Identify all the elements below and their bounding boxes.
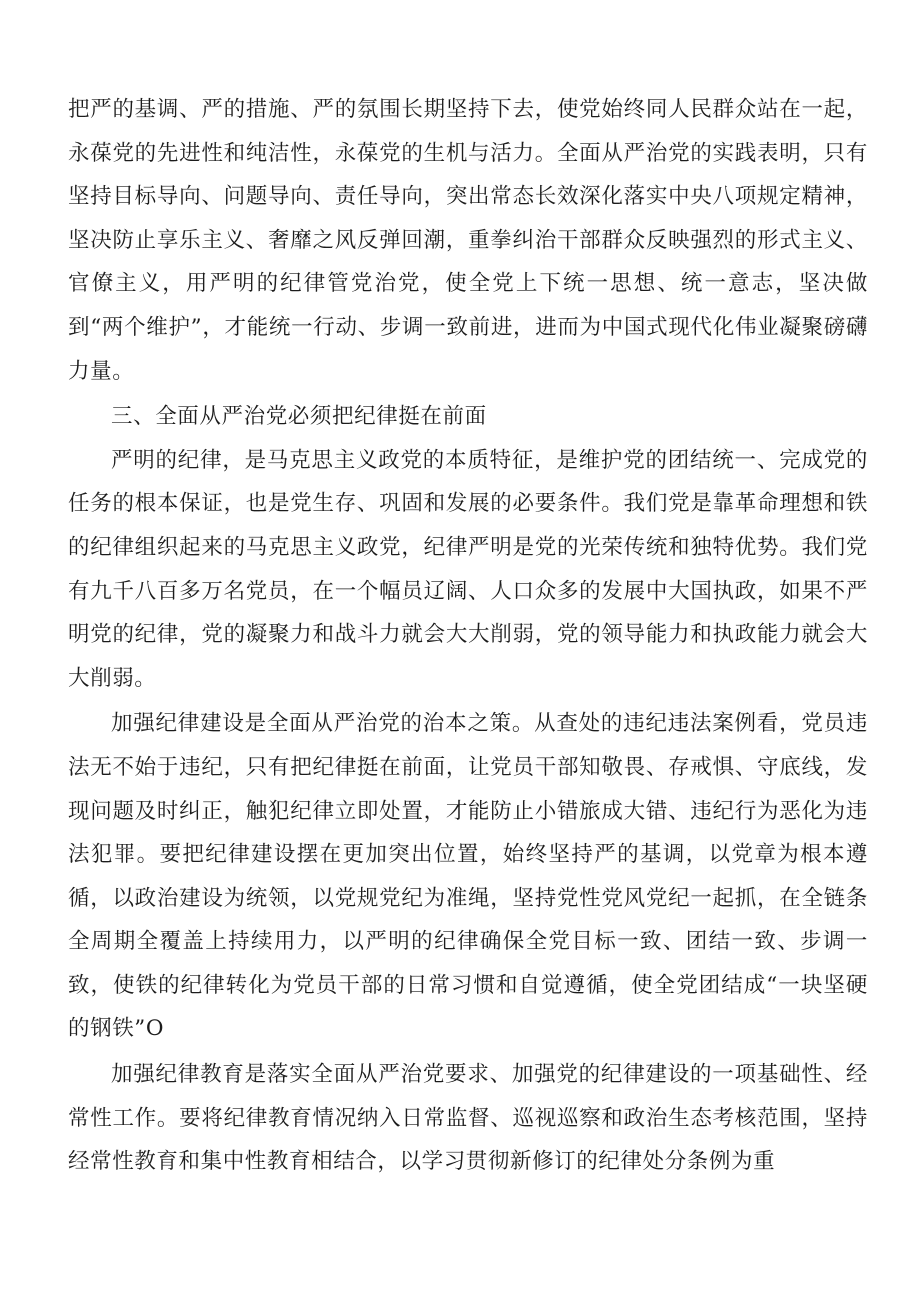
paragraph-discipline-education: 加强纪律教育是落实全面从严治党要求、加强党的纪律建设的一项基础性、经常性工作。要将纪律教育情况纳入日常监督、巡视巡察和政治生态考核范围，坚持经常性教育和集中性教育相结合，以学习贯彻新修订的纪律处分条例为重	[68, 1062, 868, 1175]
paragraph-discipline-essence: 严明的纪律，是马克思主义政党的本质特征，是维护党的团结统一、完成党的任务的根本保证，也是党生存、巩固和发展的必要条件。我们党是靠革命理想和铁的纪律组织起来的马克思主义政党，纪律严明是党的光荣传统和独特优势。我们党有九千八百多万名党员，在一个幅员辽阔、人口众多的发展中大国执政，如果不严明党的纪律，党的凝聚力和战斗力就会大大削弱，党的领导能力和执政能力就会大大削弱。	[68, 447, 868, 691]
paragraph-discipline-building: 加强纪律建设是全面从严治党的治本之策。从查处的违纪违法案例看，党员违法无不始于违纪，只有把纪律挺在前面，让党员干部知敬畏、存戒惧、守底线，发现问题及时纠正，触犯纪律立即处置，才能防止小错旅成大错、违纪行为恶化为违法犯罪。要把纪律建设摆在更加突出位置，始终坚持严的基调，以党章为根本遵循，以政治建设为统领，以党规党纪为准绳，坚持党性党风党纪一起抓，在全链条全周期全覆盖上持续用力，以严明的纪律确保全党目标一致、团结一致、步调一致，使铁的纪律转化为党员干部的日常习惯和自觉遵循，使全党团结成“一块坚硬的钢铁”O	[68, 711, 868, 1042]
paragraph-continuation: 把严的基调、严的措施、严的氛围长期坚持下去，使党始终同人民群众站在一起，永葆党的先进性和纯洁性，永葆党的生机与活力。全面从严治党的实践表明，只有坚持目标导向、问题导向、责任导向，突出常态长效深化落实中央八项规定精神，坚决防止享乐主义、奢靡之风反弹回潮，重拳纠治干部群众反映强烈的形式主义、官僚主义，用严明的纪律管党治党，使全党上下统一思想、统一意志，坚决做到“两个维护”，才能统一行动、步调一致前进，进而为中国式现代化伟业凝聚磅礴力量。	[68, 97, 868, 384]
section-heading: 三、全面从严治党必须把纪律挺在前面	[111, 404, 487, 430]
